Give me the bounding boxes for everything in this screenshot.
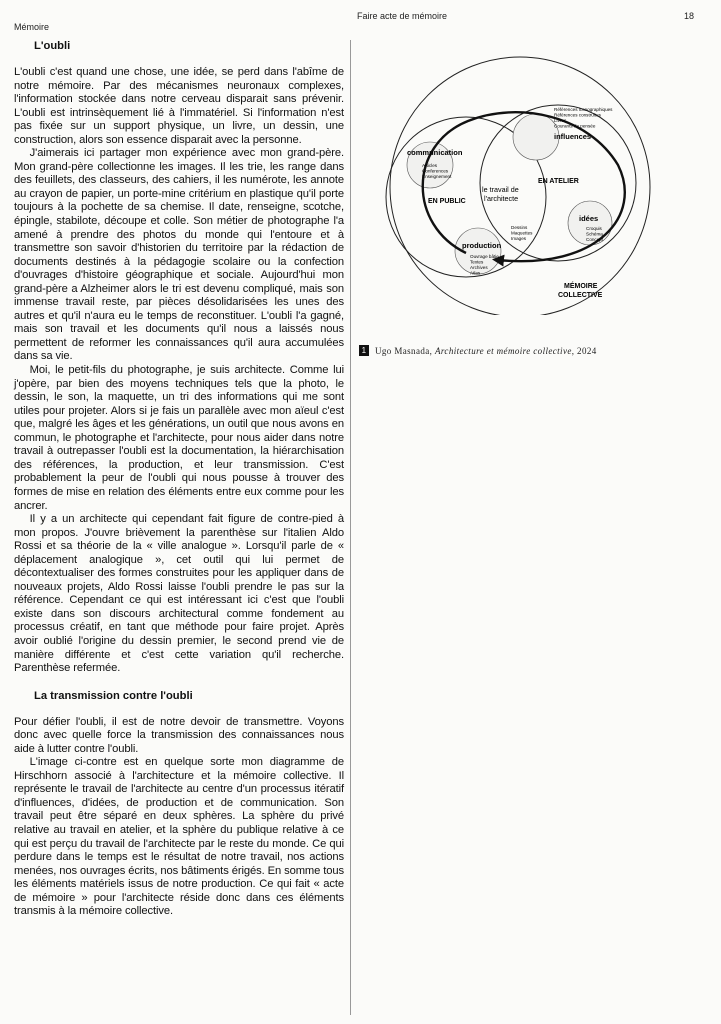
caption-title: Architecture et mémoire collective <box>434 345 572 356</box>
communication-item: Conferences <box>422 168 449 174</box>
influences-item: Références iconographiques <box>554 107 613 112</box>
caption-year: , 2024 <box>571 345 597 356</box>
caption-author: Ugo Masnada, <box>375 345 435 356</box>
production-item: Atlas <box>470 270 481 276</box>
influences-label: influences <box>554 132 592 141</box>
en-atelier-label: EN ATELIER <box>538 178 579 185</box>
production-label: production <box>462 241 502 250</box>
center-label: le travail de <box>482 185 519 194</box>
section-title-oubli: L'oubli <box>34 40 71 52</box>
paragraph: Pour défier l'oubli, il est de notre devoir de transmettre. Voyons donc avec quelle force la transmission des connaissances nous aide à lutter contre l'oubli. <box>14 715 344 755</box>
figure-caption <box>359 345 597 356</box>
memory-diagram <box>368 55 668 315</box>
running-header-title: Faire acte de mémoire <box>357 11 448 21</box>
en-public-label: EN PUBLIC <box>428 198 466 205</box>
influences-item: Livres <box>554 118 567 123</box>
center-item: Images <box>511 236 527 241</box>
production-item: Ouvrage bâtie <box>470 254 499 259</box>
idees-item: Croquis <box>586 226 602 231</box>
memoire-label: MÉMOIRE <box>564 283 598 290</box>
paragraph: Moi, le petit-fils du photographe, je suis architecte. Comme lui j'opère, par bien des moyens techniques tels que la photo, le dessin, le son, la maquette, un tri des informations qui me sont utiles pour projeter. Alors si je fais un parallèle avec mon aïeul c'est que, malgré les âges et les générations, un outil que nous avons en commun, le photographe et l'architecte, pour nous aider dans notre travail à outrepasser l'oubli est la documentation, la hiérarchisation des références, la production, et leur transmission. C'est probablement la peur de l'oubli qui nous pousse à trouver des formes de mise en relation des éléments entre eux comme pour les ancrer. <box>14 364 344 512</box>
idees-item: Schéma <box>586 231 603 237</box>
idees-label: idées <box>579 214 599 223</box>
influences-node <box>513 114 559 160</box>
paragraph: J'aimerais ici partager mon expérience avec mon grand-père. Mon grand-père collectionne les images. Il les trie, les range dans des feuillets, des classeurs, des cahiers, il les numérote, les annote au crayon de papier, un porte-mine critérium en plastique qu'il porte toujours à la pochette de sa chemise. Il date, renseigne, scotche, épingle, stabilote, découpe et colle. Son métier de photographe l'a amené à prendre des photos du monde qui l'entoure et à transmettre son savoir d'historien du territoire par la rédaction de documents destinés à la pédagogie scolaire ou la confection d'ouvrages d'histoire géographique et sociale. Aujourd'hui mon grand-père a Alzheimer alors le tri est devenu compliqué, mais son immense travail reste, par pièces désolidarisées les unes des autres et qu'il n'aura eu le temps de reconstituer. L'oubli l'a gagné, mais son travail et les documents qu'il nous a laissés nous permettent de reformer les connaissances qu'il aura accumulées dans sa vie. <box>14 147 344 363</box>
main-text-column <box>14 13 344 919</box>
communication-item: Articles <box>422 163 438 168</box>
column-divider <box>350 40 351 1015</box>
section-title-transmission: La transmission contre l'oubli <box>34 689 193 702</box>
paragraph: L'oubli c'est quand une chose, une idée, se perd dans l'abîme de notre mémoire. Par des mécanismes neuronaux complexes, l'information stockée dans notre cerveau disparait sans prévenir. L'oubli est intrinsèquement lié à l'immatériel. Si l'information n'est pas fixée sur un support physique, un livre, un dessin, une construction, alors son essence disparait avec la personne. <box>14 66 344 146</box>
idees-item: Concept <box>586 237 604 242</box>
figure-number: 1 <box>359 345 369 356</box>
influences-item: Courants de pensée <box>554 123 596 129</box>
center-item: Maquettes <box>511 230 533 236</box>
communication-item: Enseignement <box>422 174 452 179</box>
paragraph: Il y a un architecte qui cependant fait figure de contre-pied à mon propos. J'ouvre brièvement la parenthèse sur l'italien Aldo Rossi et sa théorie de la « ville analogue ». Lorsqu'il parle de « déplacement analogique », cet outil qui lui permet de décontextualiser des formes construites pour les appliquer dans de nouveaux projets, Aldo Rossi laisse l'oubli prendre le pas sur la référence. Cependant ce qui est intéressant ici c'est que l'oubli existe dans son discours architectural comme fondement au processus créatif, en tant que méthode pour faire projet. Après avoir oublié l'origine du dessin premier, le second prend vie de manière différente et c'est cette variation qu'il recherche. Parenthèse refermée. <box>14 513 344 675</box>
memoire-label: COLLECTIVE <box>558 292 603 299</box>
production-item: Textes <box>470 259 484 265</box>
page-number: 18 <box>684 11 695 21</box>
influences-item: Références construites <box>554 112 601 118</box>
production-item: Archives <box>470 265 488 270</box>
communication-label: communication <box>407 148 463 157</box>
center-label: l'architecte <box>484 194 519 203</box>
center-item: Dessins <box>511 225 528 230</box>
running-header-left: Mémoire <box>14 22 50 32</box>
paragraph: L'image ci-contre est en quelque sorte mon diagramme de Hirschhorn associé à l'architecture et la mémoire collective. Il représente le travail de l'architecte au centre d'un processus itératif d'influences, d'idées, de production et de communication. Son travail peut être séparé en deux sphères. La sphère du privé relative au travail en atelier, et la sphère du publique relative à ce qui est perçu du travail de l'architecte par le reste du monde. Ce qui perdure dans le temps est le résultat de notre travail, nos actions menées, nos ouvrages écrits, nos bâtiments érigés. En somme tous les éléments matériels issus de notre production. Ce qui fait « acte de mémoire » pour l'architecte réside donc dans ces éléments transmis à la mémoire collective. <box>14 756 345 918</box>
